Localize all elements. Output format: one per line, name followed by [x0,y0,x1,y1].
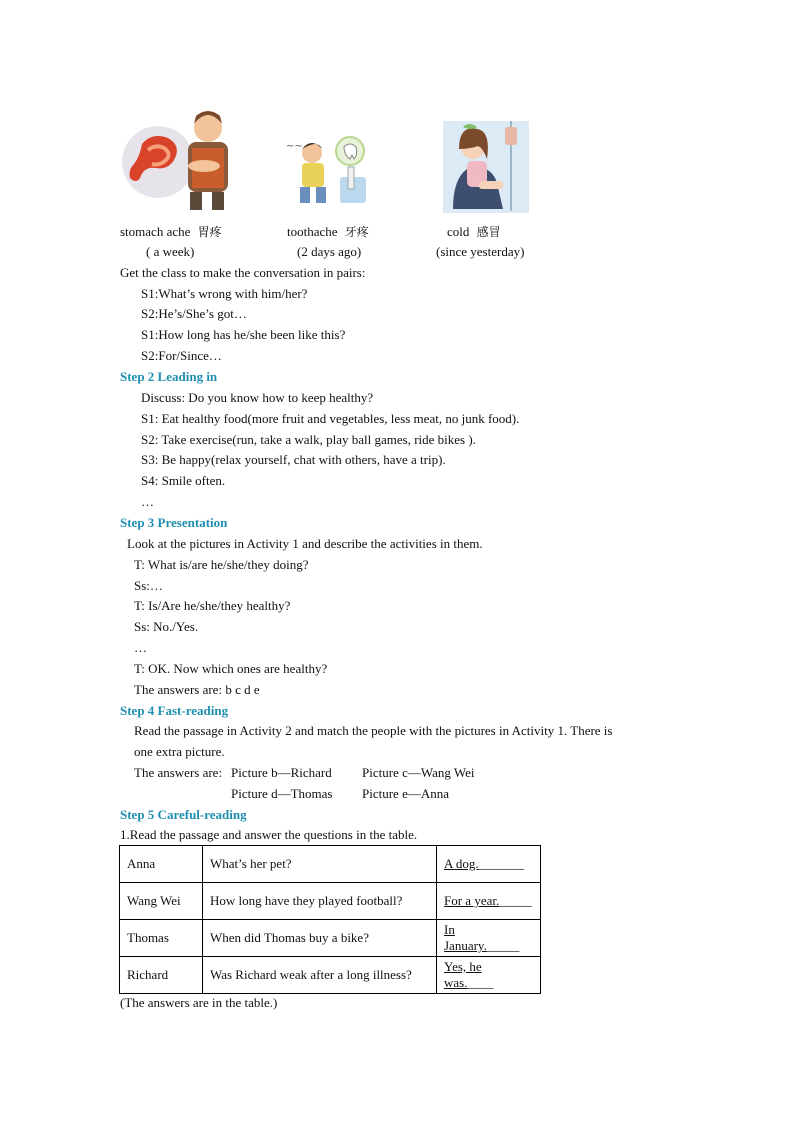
table-cell-name: Thomas [120,920,203,957]
caption-stomach-ache [120,223,222,240]
step3-line: The answers are: b c d e [134,682,260,697]
step4-match: Picture e—Anna [362,786,450,801]
step3-line: T: What is/are he/she/they doing? [134,557,309,572]
step4-heading: Step 4 Fast-reading [120,703,229,718]
cold-picture [443,121,529,213]
caption-en: stomach ache [120,224,191,239]
table-note: (The answers are in the table.) [120,995,278,1010]
pairwork-intro: Get the class to make the conversation in pairs: [120,265,366,280]
pairwork-line: S1:How long has he/she been like this? [141,327,346,342]
time-toothache: (2 days ago) [297,244,362,259]
answer-blank: ____ [467,975,494,990]
step3-line: T: Is/Are he/she/they healthy? [134,598,291,613]
pairwork-line: S1:What’s wrong with him/her? [141,286,308,301]
step2-line: Discuss: Do you know how to keep healthy? [141,390,374,405]
table-cell-question: When did Thomas buy a bike? [203,920,437,957]
table-row [120,957,541,994]
table-cell-name: Richard [120,957,203,994]
table-row [120,920,541,957]
step2-heading: Step 2 Leading in [120,369,218,384]
step3-line: Ss: No./Yes. [134,619,199,634]
caption-cn: 感冒 [476,225,501,239]
pairwork-line: S2:For/Since… [141,348,222,363]
step4-line2: one extra picture. [134,744,225,759]
answer-text: A dog. [444,856,479,871]
table-row [120,846,541,883]
step5-instruction: 1.Read the passage and answer the questions in the table. [120,827,418,842]
step4-line1-text: Read the passage in Activity 2 and match the people with the pictures in Activity 1. There is [134,723,613,738]
stomach-ache-picture [120,104,242,212]
pairwork-line: S2:He’s/She’s got… [141,306,247,321]
step4-line1 [134,723,666,739]
step5-heading: Step 5 Careful-reading [120,807,247,822]
table-cell-name: Wang Wei [120,883,203,920]
toothache-picture [278,131,382,209]
table-cell-name: Anna [120,846,203,883]
step4-match: Picture d—Thomas [231,786,333,801]
table-cell-answer [437,846,541,883]
step4-match: Picture c—Wang Wei [362,765,475,780]
caption-en: cold [447,224,470,239]
step2-line: S2: Take exercise(run, take a walk, play ball games, ride bikes ). [141,432,476,447]
caption-cn: 胃疼 [197,225,222,239]
table-row [120,883,541,920]
answer-text: For a year. [444,893,500,908]
step3-line: Ss:… [134,578,163,593]
time-cold: (since yesterday) [436,244,525,259]
svg-text:~~: ~~ [286,141,303,152]
table-cell-question: Was Richard weak after a long illness? [203,957,437,994]
step3-heading: Step 3 Presentation [120,515,228,530]
answer-blank: _____ [486,938,520,953]
table-cell-question: How long have they played football? [203,883,437,920]
table-cell-answer [437,883,541,920]
answer-text: Yes, he was. [444,959,482,990]
answer-blank: _______ [478,856,525,871]
answer-blank: _____ [499,893,532,908]
step2-line: S3: Be happy(relax yourself, chat with others, have a trip). [141,452,446,467]
table-cell-answer [437,957,541,994]
step2-line: S1: Eat healthy food(more fruit and vegetables, less meat, no junk food). [141,411,520,426]
answers-table [119,845,541,994]
step4-match: Picture b—Richard [231,765,332,780]
caption-cold [447,223,501,240]
caption-en: toothache [287,224,338,239]
step2-line: S4: Smile often. [141,473,226,488]
step4-answers-label: The answers are: [134,765,223,780]
step3-line: … [134,640,147,655]
table-cell-answer [437,920,541,957]
caption-cn: 牙疼 [344,225,369,239]
caption-toothache [287,223,369,240]
table-cell-question: What’s her pet? [203,846,437,883]
step3-intro: Look at the pictures in Activity 1 and describe the activities in them. [127,536,483,551]
answer-text: In January. [444,922,487,953]
time-stomach-ache: ( a week) [146,244,195,259]
step3-line: T: OK. Now which ones are healthy? [134,661,328,676]
step2-line: … [141,494,154,509]
